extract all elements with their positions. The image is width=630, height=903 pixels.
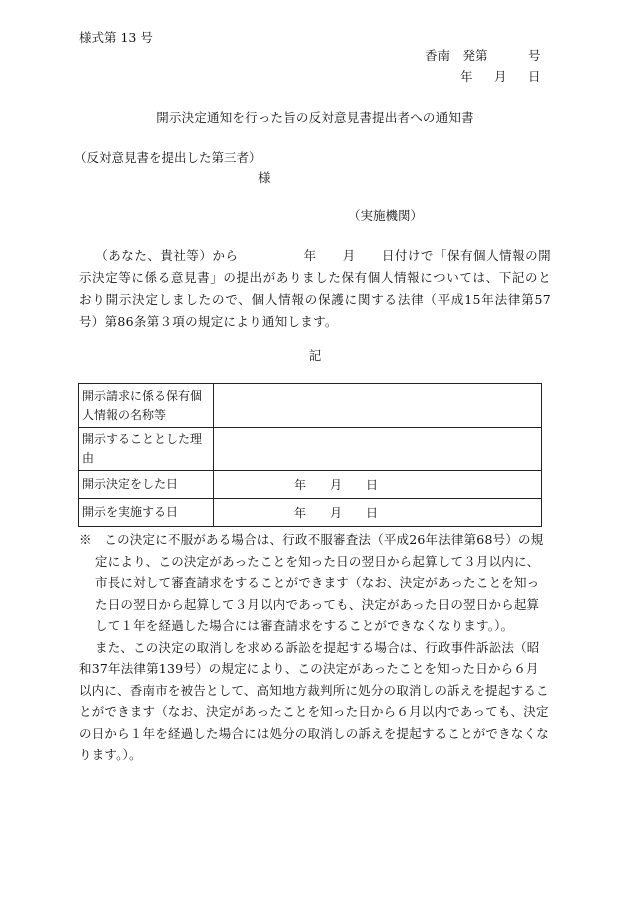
ki-heading: 記 xyxy=(308,348,322,363)
row-label: 開示決定をした日 xyxy=(79,471,214,499)
implementation-month: 月 xyxy=(330,506,343,520)
row-label: 開示を実施する日 xyxy=(79,499,214,527)
issuer-number-line xyxy=(425,46,545,64)
table-row xyxy=(79,499,542,527)
row-label: 開示することとした理由 xyxy=(79,428,214,471)
row-value xyxy=(214,384,542,428)
decision-month: 月 xyxy=(330,478,343,492)
number-label: 号 xyxy=(528,48,541,63)
details-table xyxy=(78,383,542,527)
table-row xyxy=(79,471,542,499)
decision-day: 日 xyxy=(366,478,379,492)
body-text: （あなた、貴社等）から 年 月 日付けで「保有個人情報の開示決定等に係る意見書」の提出がありました保有個人情報については、下記のとおり開示決定しましたので、個人情報の保護に関する法律（平成15年法律第57号）第86条第３項の規定により通知します。 xyxy=(79,248,551,329)
form-number: 様式第 13 号 xyxy=(79,30,153,45)
document-title: 開示決定通知を行った旨の反対意見書提出者への通知書 xyxy=(156,110,474,125)
implementing-agency: （実施機関） xyxy=(348,208,424,223)
note-appeal: ※ この決定に不服がある場合は、行政不服審査法（平成26年法律第68号）の規定により、この決定があったことを知った日の翌日から起算して３月以内に、市長に対して審査請求をすることができます（なお、決定があったことを知った日の翌日から起算して３月以内であっても、決定があった日の翌日から起算して１年を経過した場合には審査請求をすることができなくなります。）。 xyxy=(79,532,544,633)
body-paragraph xyxy=(79,245,551,333)
decision-year: 年 xyxy=(294,478,307,492)
note-lawsuit: また、この決定の取消しを求める訴訟を提起する場合は、行政事件訴訟法（昭和37年法律第139号）の規定により、この決定があったことを知った日から６月以内に、香南市を被告として、高知地方裁判所に処分の取消しの訴えを提起することができます（なお、決定があったことを知った日から６月以内であっても、決定の日から１年を経過した場合には処分の取消しの訴えを提起することができなくなります。）。 xyxy=(79,639,549,762)
row-label: 開示請求に係る保有個人情報の名称等 xyxy=(79,384,214,428)
notes-section xyxy=(79,529,551,766)
table-row xyxy=(79,428,542,471)
row-value-date xyxy=(214,471,542,499)
date-day: 日 xyxy=(528,69,541,84)
date-year: 年 xyxy=(460,69,473,84)
date-month: 月 xyxy=(494,69,507,84)
table-row xyxy=(79,384,542,428)
recipient-honorific: 様 xyxy=(258,170,271,185)
issuer-prefix: 香南 発第 xyxy=(425,48,488,63)
row-value xyxy=(214,428,542,471)
recipient-label: （反対意見書を提出した第三者） xyxy=(74,150,262,165)
implementation-day: 日 xyxy=(366,506,379,520)
row-value-date xyxy=(214,499,542,527)
implementation-year: 年 xyxy=(294,506,307,520)
